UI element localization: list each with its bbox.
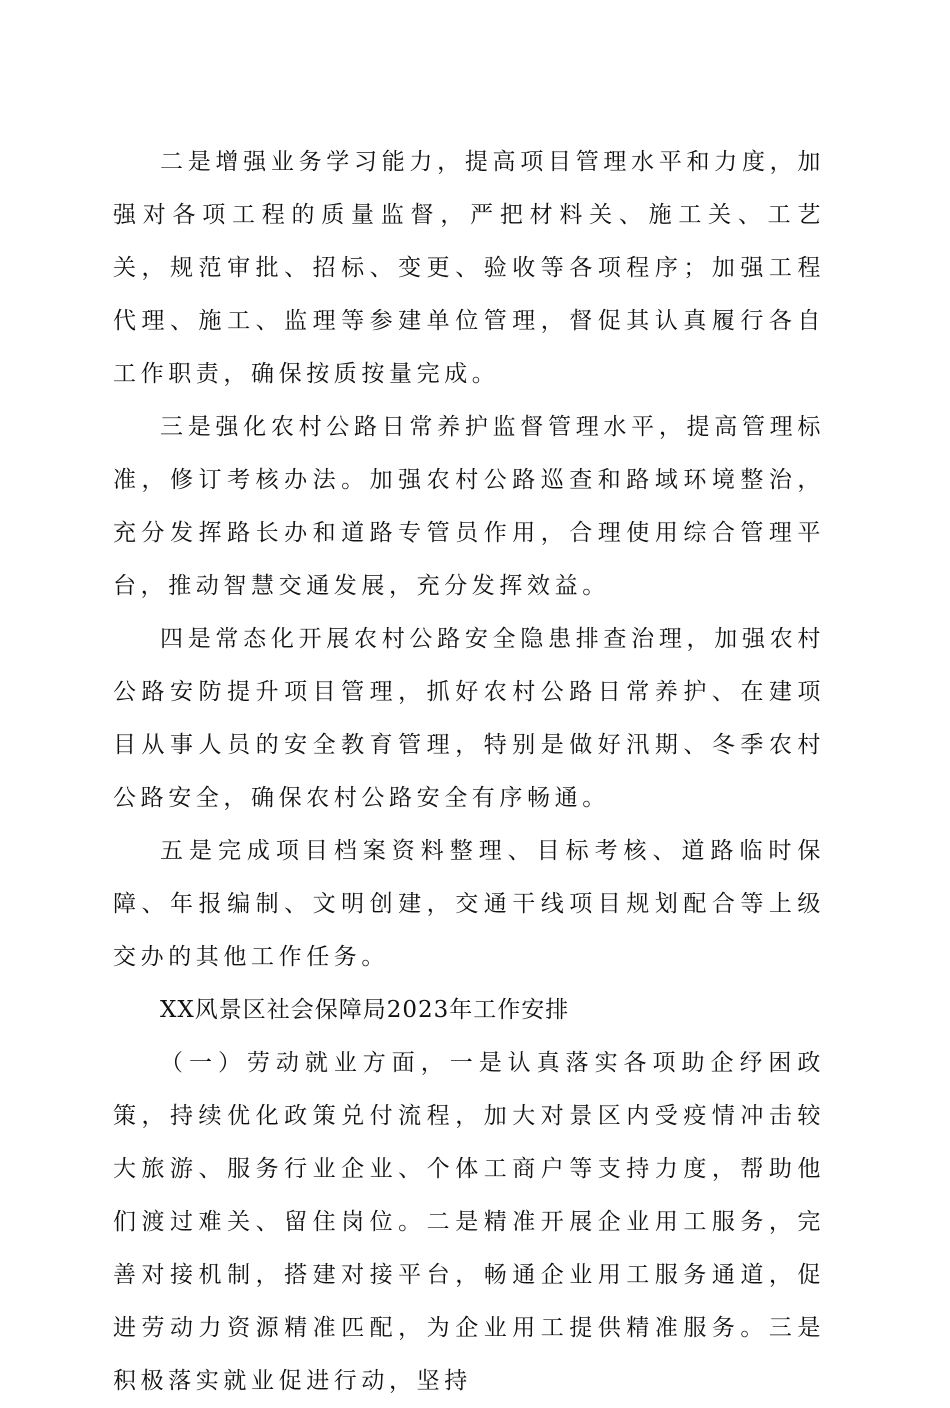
paragraph-item-five: 五是完成项目档案资料整理、目标考核、道路临时保障、年报编制、文明创建，交通干线项目规划配合等上级交办的其他工作任务。 xyxy=(113,838,825,970)
paragraph-item-three: 三是强化农村公路日常养护监督管理水平，提高管理标准，修订考核办法。加强农村公路巡查和路域环境整治，充分发挥路长办和道路专管员作用，合理使用综合管理平台，推动智慧交通发展，充分发挥效益。 xyxy=(113,414,825,599)
paragraph-item-two: 二是增强业务学习能力，提高项目管理水平和力度，加强对各项工程的质量监督，严把材料关、施工关、工艺关，规范审批、招标、变更、验收等各项程序；加强工程代理、施工、监理等参建单位管理，督促其认真履行各自工作职责，确保按质按量完成。 xyxy=(113,149,825,387)
document-body xyxy=(113,136,825,1408)
section-heading: XX风景区社会保障局2023年工作安排 xyxy=(160,997,570,1023)
paragraph-item-four: 四是常态化开展农村公路安全隐患排查治理，加强农村公路安防提升项目管理，抓好农村公路日常养护、在建项目从事人员的安全教育管理，特别是做好汛期、冬季农村公路安全，确保农村公路安全有序畅通。 xyxy=(113,626,825,811)
section-paragraph-employment: （一）劳动就业方面，一是认真落实各项助企纾困政策，持续优化政策兑付流程，加大对景区内受疫情冲击较大旅游、服务行业企业、个体工商户等支持力度，帮助他们渡过难关、留住岗位。二是精准开展企业用工服务，完善对接机制，搭建对接平台，畅通企业用工服务通道，促进劳动力资源精准匹配，为企业用工提供精准服务。三是积极落实就业促进行动，坚持 xyxy=(113,1050,825,1394)
